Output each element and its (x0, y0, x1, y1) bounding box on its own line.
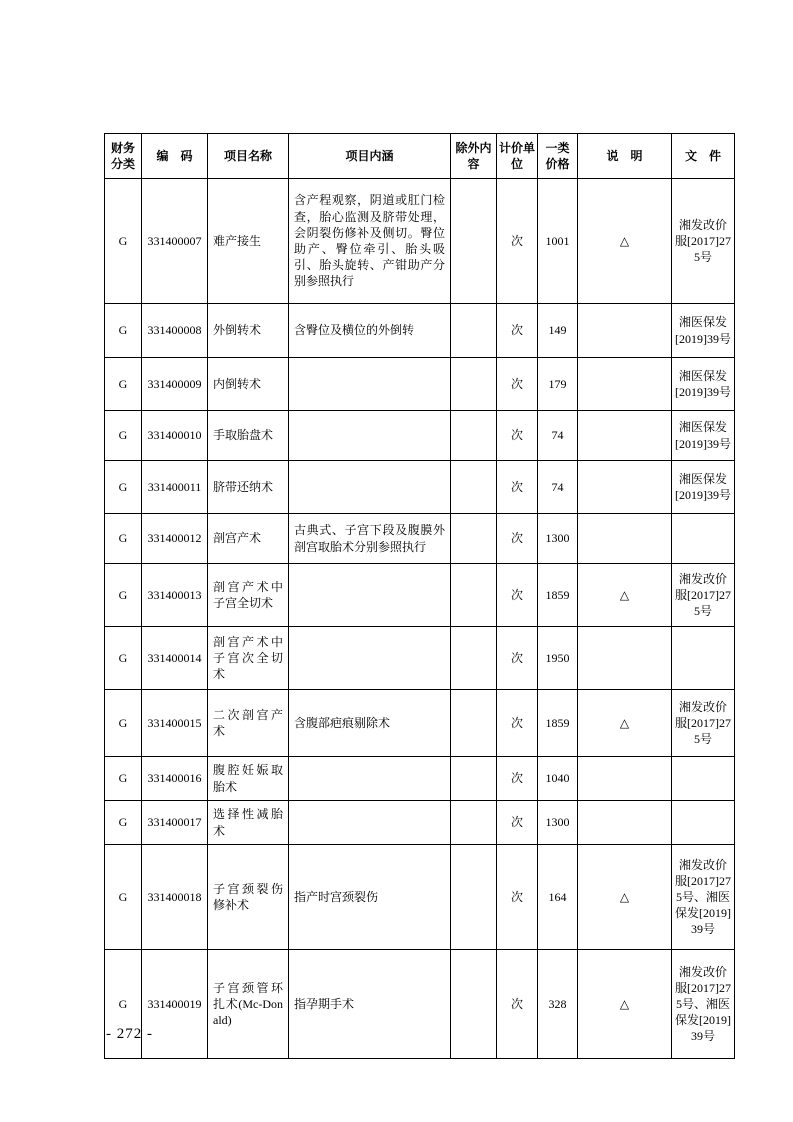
cell-code: 331400008 (142, 304, 208, 358)
cell-file: 湘医保发[2019]39号 (672, 304, 735, 358)
table-row (105, 411, 735, 461)
cell-category: G (105, 564, 142, 627)
price-table (104, 133, 735, 1059)
cell-code: 331400018 (142, 845, 208, 950)
cell-category: G (105, 845, 142, 950)
cell-note (578, 757, 672, 801)
cell-content: 指产时宫颈裂伤 (289, 845, 451, 950)
cell-code: 331400016 (142, 757, 208, 801)
table-row (105, 690, 735, 757)
cell-price: 1300 (538, 514, 578, 564)
header-row (105, 134, 735, 179)
cell-unit: 次 (497, 304, 538, 358)
cell-category: G (105, 304, 142, 358)
page-number: - 272 - (106, 1026, 153, 1042)
cell-unit: 次 (497, 801, 538, 845)
cell-name: 子宫颈裂伤修补术 (208, 845, 289, 950)
cell-file: 湘发改价服[2017]275号 (672, 179, 735, 304)
cell-file: 湘医保发[2019]39号 (672, 411, 735, 461)
cell-unit: 次 (497, 845, 538, 950)
cell-content (289, 461, 451, 514)
cell-note (578, 461, 672, 514)
cell-file: 湘发改价服[2017]275号、湘医保发[2019]39号 (672, 845, 735, 950)
cell-exclusion (451, 801, 497, 845)
table-body (105, 179, 735, 1059)
cell-category: G (105, 757, 142, 801)
cell-content: 含产程观察，阴道或肛门检查，胎心监测及脐带处理，会阴裂伤修补及侧切。臀位助产、臀位牵引、胎头吸引、胎头旋转、产钳助产分别参照执行 (289, 179, 451, 304)
cell-content (289, 564, 451, 627)
cell-unit: 次 (497, 690, 538, 757)
cell-category: G (105, 801, 142, 845)
cell-price: 1040 (538, 757, 578, 801)
cell-file: 湘发改价服[2017]275号 (672, 564, 735, 627)
cell-category: G (105, 514, 142, 564)
column-header-unit: 计价单位 (497, 134, 538, 179)
table-row (105, 627, 735, 690)
cell-exclusion (451, 845, 497, 950)
cell-name: 剖宫产术 (208, 514, 289, 564)
cell-unit: 次 (497, 179, 538, 304)
column-header-exclusion: 除外内容 (451, 134, 497, 179)
table-row (105, 304, 735, 358)
cell-name: 外倒转术 (208, 304, 289, 358)
cell-exclusion (451, 690, 497, 757)
table-row (105, 757, 735, 801)
cell-price: 74 (538, 461, 578, 514)
cell-note: △ (578, 690, 672, 757)
cell-exclusion (451, 514, 497, 564)
table-row (105, 801, 735, 845)
cell-code: 331400015 (142, 690, 208, 757)
cell-note (578, 358, 672, 411)
cell-file (672, 627, 735, 690)
cell-note (578, 411, 672, 461)
cell-price: 1859 (538, 564, 578, 627)
cell-exclusion (451, 950, 497, 1059)
column-header-note: 说 明 (578, 134, 672, 179)
cell-category: G (105, 358, 142, 411)
cell-content (289, 757, 451, 801)
cell-content (289, 801, 451, 845)
column-header-name: 项目名称 (208, 134, 289, 179)
cell-price: 1300 (538, 801, 578, 845)
cell-unit: 次 (497, 564, 538, 627)
cell-file: 湘医保发[2019]39号 (672, 358, 735, 411)
cell-name: 剖宫产术中子宫全切术 (208, 564, 289, 627)
cell-code: 331400007 (142, 179, 208, 304)
cell-content: 古典式、子宫下段及腹膜外剖宫取胎术分别参照执行 (289, 514, 451, 564)
cell-name: 手取胎盘术 (208, 411, 289, 461)
cell-name: 子宫颈管环扎术(Mc-Donald) (208, 950, 289, 1059)
table-row (105, 950, 735, 1059)
cell-category: G (105, 179, 142, 304)
cell-category: G (105, 627, 142, 690)
cell-name: 二次剖宫产术 (208, 690, 289, 757)
cell-file (672, 801, 735, 845)
table-row (105, 514, 735, 564)
cell-unit: 次 (497, 358, 538, 411)
cell-note (578, 514, 672, 564)
cell-content (289, 627, 451, 690)
cell-exclusion (451, 627, 497, 690)
cell-exclusion (451, 757, 497, 801)
column-header-file: 文 件 (672, 134, 735, 179)
cell-unit: 次 (497, 950, 538, 1059)
cell-note: △ (578, 845, 672, 950)
cell-content (289, 358, 451, 411)
cell-name: 难产接生 (208, 179, 289, 304)
cell-unit: 次 (497, 627, 538, 690)
cell-content: 含腹部疤痕剔除术 (289, 690, 451, 757)
cell-content: 指孕期手术 (289, 950, 451, 1059)
cell-code: 331400012 (142, 514, 208, 564)
cell-price: 1859 (538, 690, 578, 757)
cell-file (672, 757, 735, 801)
cell-content: 含臀位及横位的外倒转 (289, 304, 451, 358)
table-row (105, 461, 735, 514)
cell-exclusion (451, 304, 497, 358)
cell-code: 331400019 (142, 950, 208, 1059)
cell-price: 74 (538, 411, 578, 461)
cell-exclusion (451, 564, 497, 627)
column-header-price: 一类价格 (538, 134, 578, 179)
cell-name: 脐带还纳术 (208, 461, 289, 514)
cell-category: G (105, 461, 142, 514)
cell-note: △ (578, 179, 672, 304)
column-header-content: 项目内涵 (289, 134, 451, 179)
cell-unit: 次 (497, 461, 538, 514)
table-header (105, 134, 735, 179)
cell-price: 179 (538, 358, 578, 411)
cell-category: G (105, 411, 142, 461)
cell-price: 1001 (538, 179, 578, 304)
cell-note (578, 627, 672, 690)
cell-code: 331400014 (142, 627, 208, 690)
cell-price: 328 (538, 950, 578, 1059)
cell-exclusion (451, 411, 497, 461)
cell-file: 湘发改价服[2017]275号 (672, 690, 735, 757)
table-row (105, 179, 735, 304)
cell-code: 331400009 (142, 358, 208, 411)
cell-code: 331400011 (142, 461, 208, 514)
cell-note: △ (578, 564, 672, 627)
cell-unit: 次 (497, 757, 538, 801)
cell-file: 湘发改价服[2017]275号、湘医保发[2019]39号 (672, 950, 735, 1059)
table-row (105, 845, 735, 950)
cell-category: G (105, 690, 142, 757)
cell-code: 331400017 (142, 801, 208, 845)
table-row (105, 564, 735, 627)
cell-price: 164 (538, 845, 578, 950)
cell-unit: 次 (497, 514, 538, 564)
column-header-category: 财务分类 (105, 134, 142, 179)
cell-code: 331400010 (142, 411, 208, 461)
cell-note (578, 304, 672, 358)
cell-category: G (105, 950, 142, 1059)
cell-note (578, 801, 672, 845)
cell-name: 选择性减胎术 (208, 801, 289, 845)
cell-file: 湘医保发[2019]39号 (672, 461, 735, 514)
cell-content (289, 411, 451, 461)
cell-name: 剖宫产术中子宫次全切术 (208, 627, 289, 690)
table-row (105, 358, 735, 411)
cell-name: 腹腔妊娠取胎术 (208, 757, 289, 801)
cell-unit: 次 (497, 411, 538, 461)
cell-exclusion (451, 461, 497, 514)
cell-code: 331400013 (142, 564, 208, 627)
column-header-code: 编 码 (142, 134, 208, 179)
cell-exclusion (451, 179, 497, 304)
cell-price: 149 (538, 304, 578, 358)
cell-file (672, 514, 735, 564)
cell-note: △ (578, 950, 672, 1059)
cell-price: 1950 (538, 627, 578, 690)
cell-exclusion (451, 358, 497, 411)
cell-name: 内倒转术 (208, 358, 289, 411)
